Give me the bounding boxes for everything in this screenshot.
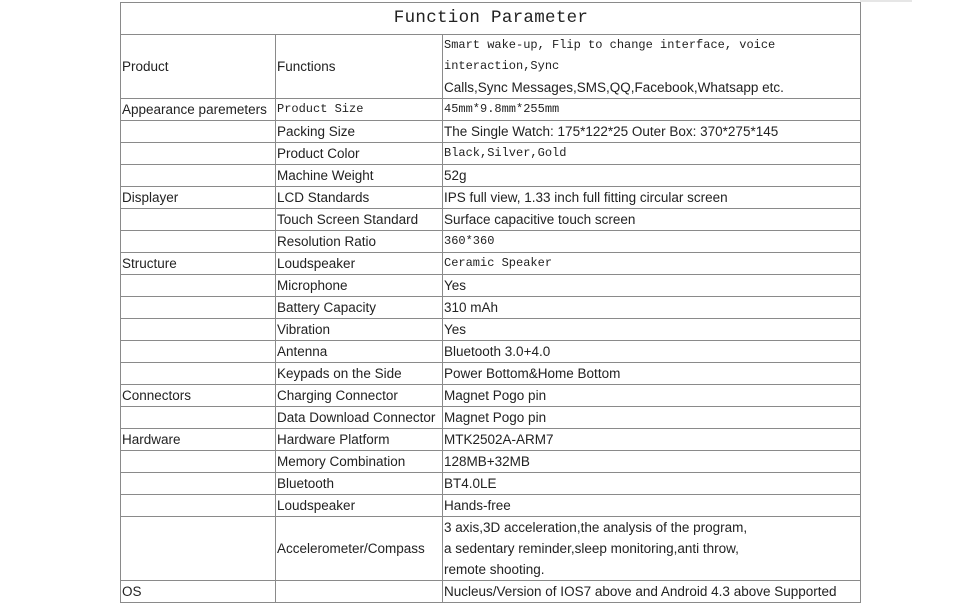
feature-cell: Product Size — [276, 99, 443, 121]
table-row — [121, 99, 861, 121]
feature-cell: Microphone — [276, 275, 443, 297]
value-cell: 360*360 — [443, 231, 861, 253]
table-row — [121, 297, 861, 319]
feature-cell: Functions — [276, 35, 443, 99]
table-row — [121, 231, 861, 253]
value-line: a sedentary reminder,sleep monitoring,anti throw, — [444, 541, 739, 556]
category-cell: Structure — [121, 253, 276, 275]
table-row — [121, 517, 861, 581]
table-row — [121, 581, 861, 603]
feature-cell: Battery Capacity — [276, 297, 443, 319]
value-cell: Power Bottom&Home Bottom — [443, 363, 861, 385]
table-row — [121, 275, 861, 297]
category-cell — [121, 297, 276, 319]
feature-cell: Charging Connector — [276, 385, 443, 407]
table-row — [121, 143, 861, 165]
feature-cell — [276, 581, 443, 603]
table-row — [121, 187, 861, 209]
feature-cell: Packing Size — [276, 121, 443, 143]
value-cell: 310 mAh — [443, 297, 861, 319]
value-cell: MTK2502A-ARM7 — [443, 429, 861, 451]
category-cell — [121, 121, 276, 143]
value-cell: Nucleus/Version of IOS7 above and Android 4.3 above Supported — [443, 581, 861, 603]
table-title: Function Parameter — [121, 3, 861, 35]
category-cell — [121, 231, 276, 253]
table-row — [121, 407, 861, 429]
value-cell: 52g — [443, 165, 861, 187]
category-cell — [121, 165, 276, 187]
value-cell: BT4.0LE — [443, 473, 861, 495]
value-cell: Yes — [443, 275, 861, 297]
value-cell: Magnet Pogo pin — [443, 385, 861, 407]
value-cell: 128MB+32MB — [443, 451, 861, 473]
category-cell — [121, 341, 276, 363]
table-row — [121, 253, 861, 275]
feature-cell: Data Download Connector — [276, 407, 443, 429]
function-parameter-table — [120, 2, 861, 603]
category-cell: Hardware — [121, 429, 276, 451]
category-cell — [121, 451, 276, 473]
value-cell: Surface capacitive touch screen — [443, 209, 861, 231]
table-row — [121, 429, 861, 451]
category-cell — [121, 143, 276, 165]
corner-divider — [860, 0, 912, 2]
category-cell: Appearance paremeters — [121, 99, 276, 121]
feature-cell: Bluetooth — [276, 473, 443, 495]
value-cell: IPS full view, 1.33 inch full fitting circular screen — [443, 187, 861, 209]
value-cell: Magnet Pogo pin — [443, 407, 861, 429]
category-cell — [121, 363, 276, 385]
feature-cell: Memory Combination — [276, 451, 443, 473]
table-row — [121, 385, 861, 407]
feature-cell: Keypads on the Side — [276, 363, 443, 385]
category-cell — [121, 495, 276, 517]
category-cell — [121, 209, 276, 231]
value-cell: Ceramic Speaker — [443, 253, 861, 275]
category-cell — [121, 319, 276, 341]
category-cell — [121, 275, 276, 297]
feature-cell: Product Color — [276, 143, 443, 165]
category-cell: Displayer — [121, 187, 276, 209]
value-line: Calls,Sync Messages,SMS,QQ,Facebook,Whatsapp etc. — [444, 80, 784, 95]
value-line: 3 axis,3D acceleration,the analysis of the program, — [444, 520, 748, 535]
title-row — [121, 3, 861, 35]
category-cell: Connectors — [121, 385, 276, 407]
table-row — [121, 341, 861, 363]
feature-cell: Machine Weight — [276, 165, 443, 187]
table-row — [121, 165, 861, 187]
value-cell: Black,Silver,Gold — [443, 143, 861, 165]
table-row — [121, 121, 861, 143]
category-cell — [121, 407, 276, 429]
value-cell: Hands-free — [443, 495, 861, 517]
feature-cell: Loudspeaker — [276, 495, 443, 517]
feature-cell: Antenna — [276, 341, 443, 363]
feature-cell: Hardware Platform — [276, 429, 443, 451]
table-row — [121, 363, 861, 385]
value-line: remote shooting. — [444, 562, 545, 577]
feature-cell: LCD Standards — [276, 187, 443, 209]
value-cell: The Single Watch: 175*122*25 Outer Box: 370*275*145 — [443, 121, 861, 143]
feature-cell: Loudspeaker — [276, 253, 443, 275]
table-row — [121, 209, 861, 231]
value-cell — [443, 517, 861, 581]
category-cell — [121, 517, 276, 581]
table-row — [121, 451, 861, 473]
feature-cell: Vibration — [276, 319, 443, 341]
category-cell: OS — [121, 581, 276, 603]
value-line: Smart wake-up, Flip to change interface, voice interaction,Sync — [444, 38, 776, 73]
table-row — [121, 495, 861, 517]
value-cell: 45mm*9.8mm*255mm — [443, 99, 861, 121]
feature-cell: Resolution Ratio — [276, 231, 443, 253]
feature-cell: Touch Screen Standard — [276, 209, 443, 231]
value-cell — [443, 35, 861, 99]
value-cell: Yes — [443, 319, 861, 341]
category-cell — [121, 473, 276, 495]
category-cell: Product — [121, 35, 276, 99]
value-cell: Bluetooth 3.0+4.0 — [443, 341, 861, 363]
table-row — [121, 473, 861, 495]
table-row — [121, 35, 861, 99]
table-row — [121, 319, 861, 341]
feature-cell: Accelerometer/Compass — [276, 517, 443, 581]
